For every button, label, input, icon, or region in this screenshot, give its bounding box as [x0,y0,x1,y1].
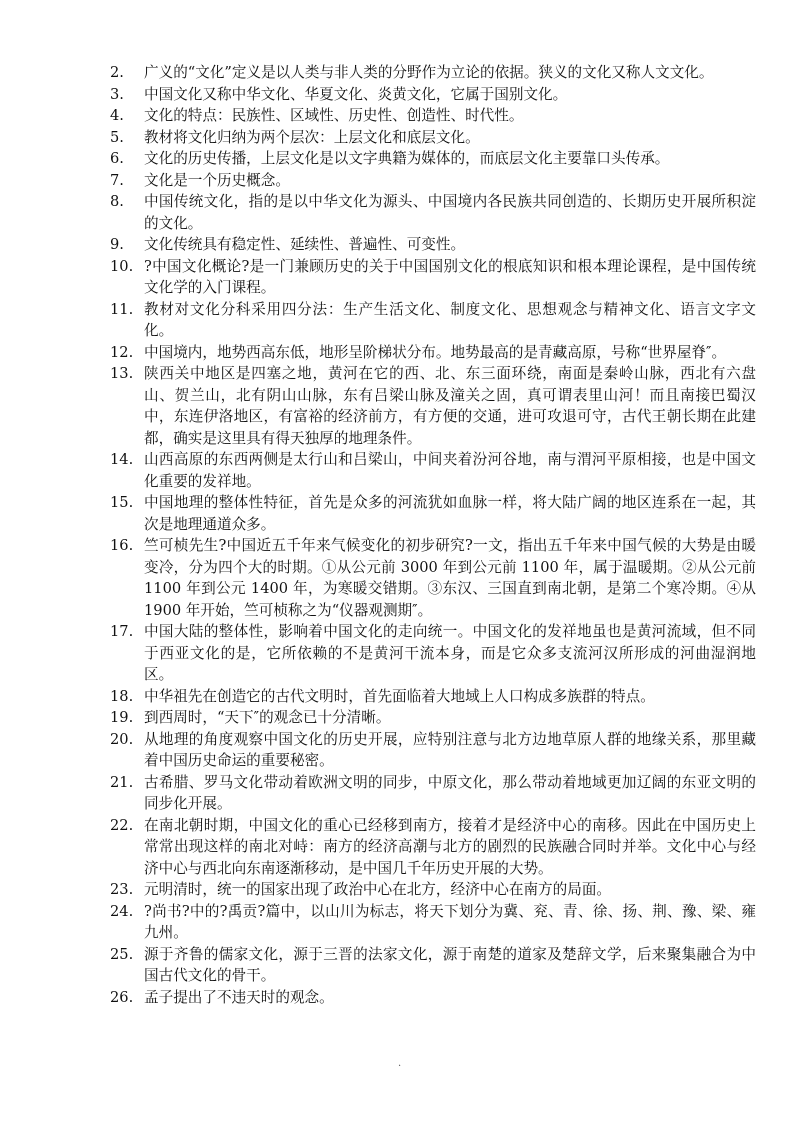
list-item-number: 25. [110,945,134,963]
list-item-number: 11. [110,300,134,318]
list-item-number: 24. [110,902,134,920]
list-item-number: 12. [110,343,134,361]
list-item-text: 山西高原的东西两侧是太行山和吕梁山，中间夹着汾河谷地，南与渭河平原相接，也是中国文化重要的发祥地。 [144,451,756,490]
list-item [110,707,756,729]
list-item-number: 14. [110,451,134,468]
list-item-number: 8. [110,193,124,210]
list-item [110,772,756,815]
list-item-text: 中国境内，地势西高东低，地形呈阶梯状分布。地势最高的是青藏高原，号称“世界屋脊″。 [144,343,727,361]
list-item-text: ?中国文化概论?是一门兼顾历史的关于中国国别文化的根底知识和根本理论课程，是中国传统文化学的入门课程。 [144,257,756,296]
list-item-text: ?尚书?中的?禹贡?篇中，以山川为标志，将天下划分为冀、兖、青、徐、扬、荆、豫、梁、雍九州。 [144,902,756,941]
list-item-text: 在南北朝时期，中国文化的重心已经移到南方，接着才是经济中心的南移。因此在中国历史上常常出现这样的南北对峙：南方的经济高潮与北方的剧烈的民族融合同时并举。文化中心与经济中心与西北向东南逐渐移动，是中国几千年历史开展的大势。 [144,816,756,877]
list-item-text: 文化是一个历史概念。 [144,171,290,189]
list-item-number: 26. [110,988,134,1006]
list-item [110,944,756,987]
list-item [110,256,756,299]
list-item-text: 文化的历史传播，上层文化是以文字典籍为媒体的，而底层文化主要靠口头传承。 [144,150,670,167]
list-item-text: 到西周时，“天下″的观念已十分清晰。 [144,709,391,726]
list-item-text: 元明清时，统一的国家出现了政治中心在北方，经济中心在南方的局面。 [144,881,612,898]
list-item-number: 17. [110,623,134,640]
list-item [110,127,756,149]
list-item-number: 7. [110,171,124,189]
list-item-number: 5. [110,128,124,146]
list-item [110,686,756,708]
list-item-text: 广义的“文化”定义是以人类与非人类的分野作为立论的依据。狭义的文化又称人文文化。 [144,64,714,81]
list-item-number: 13. [110,365,134,382]
list-item [110,879,756,901]
list-item-text: 教材对文化分科采用四分法：生产生活文化、制度文化、思想观念与精神文化、语言文字文化。 [144,300,756,339]
list-item [110,299,756,342]
list-item [110,492,756,535]
list-item [110,987,756,1009]
list-item-number: 22. [110,816,134,834]
list-item-number: 10. [110,257,134,275]
list-item [110,449,756,492]
list-item [110,342,756,364]
list-item-number: 4. [110,107,124,124]
list-item-text: 中国传统文化，指的是以中华文化为源头、中国境内各民族共同创造的、长期历史开展所积淀的文化。 [144,193,756,232]
list-item-text: 中华祖先在创造它的古代文明时，首先面临着大地域上人口构成多族群的特点。 [144,687,655,705]
list-item-text: 中国文化又称中华文化、华夏文化、炎黄文化，它属于国别文化。 [144,85,568,103]
list-item-text: 文化的特点：民族性、区域性、历史性、创造性、时代性。 [144,107,524,124]
list-item-number: 19. [110,709,134,726]
list-item-number: 15. [110,494,134,511]
list-item-number: 23. [110,881,134,898]
list-item-text: 古希腊、罗马文化带动着欧洲文明的同步，中原文化，那么带动着地域更加辽阔的东亚文明的同步化开展。 [144,773,756,812]
list-item-number: 2. [110,64,124,81]
list-item [110,148,756,170]
numbered-list [110,62,756,1008]
page-footer-mark: . [398,1058,402,1069]
list-item [110,105,756,127]
list-item-number: 21. [110,773,134,791]
list-item-text: 孟子提出了不违天时的观念。 [144,988,334,1006]
list-item [110,815,756,880]
list-item-number: 16. [110,537,134,554]
list-item-text: 中国大陆的整体性，影响着中国文化的走向统一。中国文化的发祥地虽也是黄河流域，但不同于西亚文化的是，它所依赖的不是黄河干流本身，而是它众多支流河汉所形成的河曲湿润地区。 [144,623,756,683]
list-item [110,170,756,192]
list-item-text: 文化传统具有稳定性、延续性、普遍性、可变性。 [144,236,466,253]
list-item [110,191,756,234]
list-item-text: 从地理的角度观察中国文化的历史开展，应特别注意与北方边地草原人群的地缘关系，那里藏着中国历史命运的重要秘密。 [144,730,756,769]
list-item-text: 中国地理的整体性特征，首先是众多的河流犹如血脉一样，将大陆广阔的地区连系在一起，其次是地理通道众多。 [144,494,756,533]
list-item-text: 竺可桢先生?中国近五千年来气候变化的初步研究?一文，指出五千年来中国气候的大势是由暖变冷，分为四个大的时期。①从公元前 3000 年到公元前 1100 年，属于温暖期。②从公元前 1100 年到公元 1400 年，为寒暖交错期。③东汉、三国直到南北朝，是第二个寒冷期。④从 1900 年开始，竺可桢称之为“仪器观测期″。 [144,537,756,619]
list-item [110,901,756,944]
list-item-text: 陕西关中地区是四塞之地，黄河在它的西、北、东三面环绕，南面是秦岭山脉，西北有六盘山、贺兰山，北有阴山山脉，东有吕梁山脉及潼关之固，真可谓表里山河！而且南接巴蜀汉中，东连伊洛地区，有富裕的经济前方，有方便的交通，进可攻退可守，古代王朝长期在此建都，确实是这里具有得天独厚的地理条件。 [144,365,756,447]
list-item-number: 3. [110,85,124,103]
list-item-number: 20. [110,730,134,748]
list-item [110,62,756,84]
list-item-number: 9. [110,236,124,253]
list-item-number: 6. [110,150,124,167]
list-item-number: 18. [110,687,134,705]
list-item [110,234,756,256]
list-item [110,363,756,449]
list-item-text: 源于齐鲁的儒家文化，源于三晋的法家文化，源于南楚的道家及楚辞文学，后来聚集融合为中国古代文化的骨干。 [144,945,756,984]
list-item [110,535,756,621]
list-item [110,729,756,772]
list-item [110,621,756,686]
list-item [110,84,756,106]
list-item-text: 教材将文化归纳为两个层次：上层文化和底层文化。 [144,128,480,146]
